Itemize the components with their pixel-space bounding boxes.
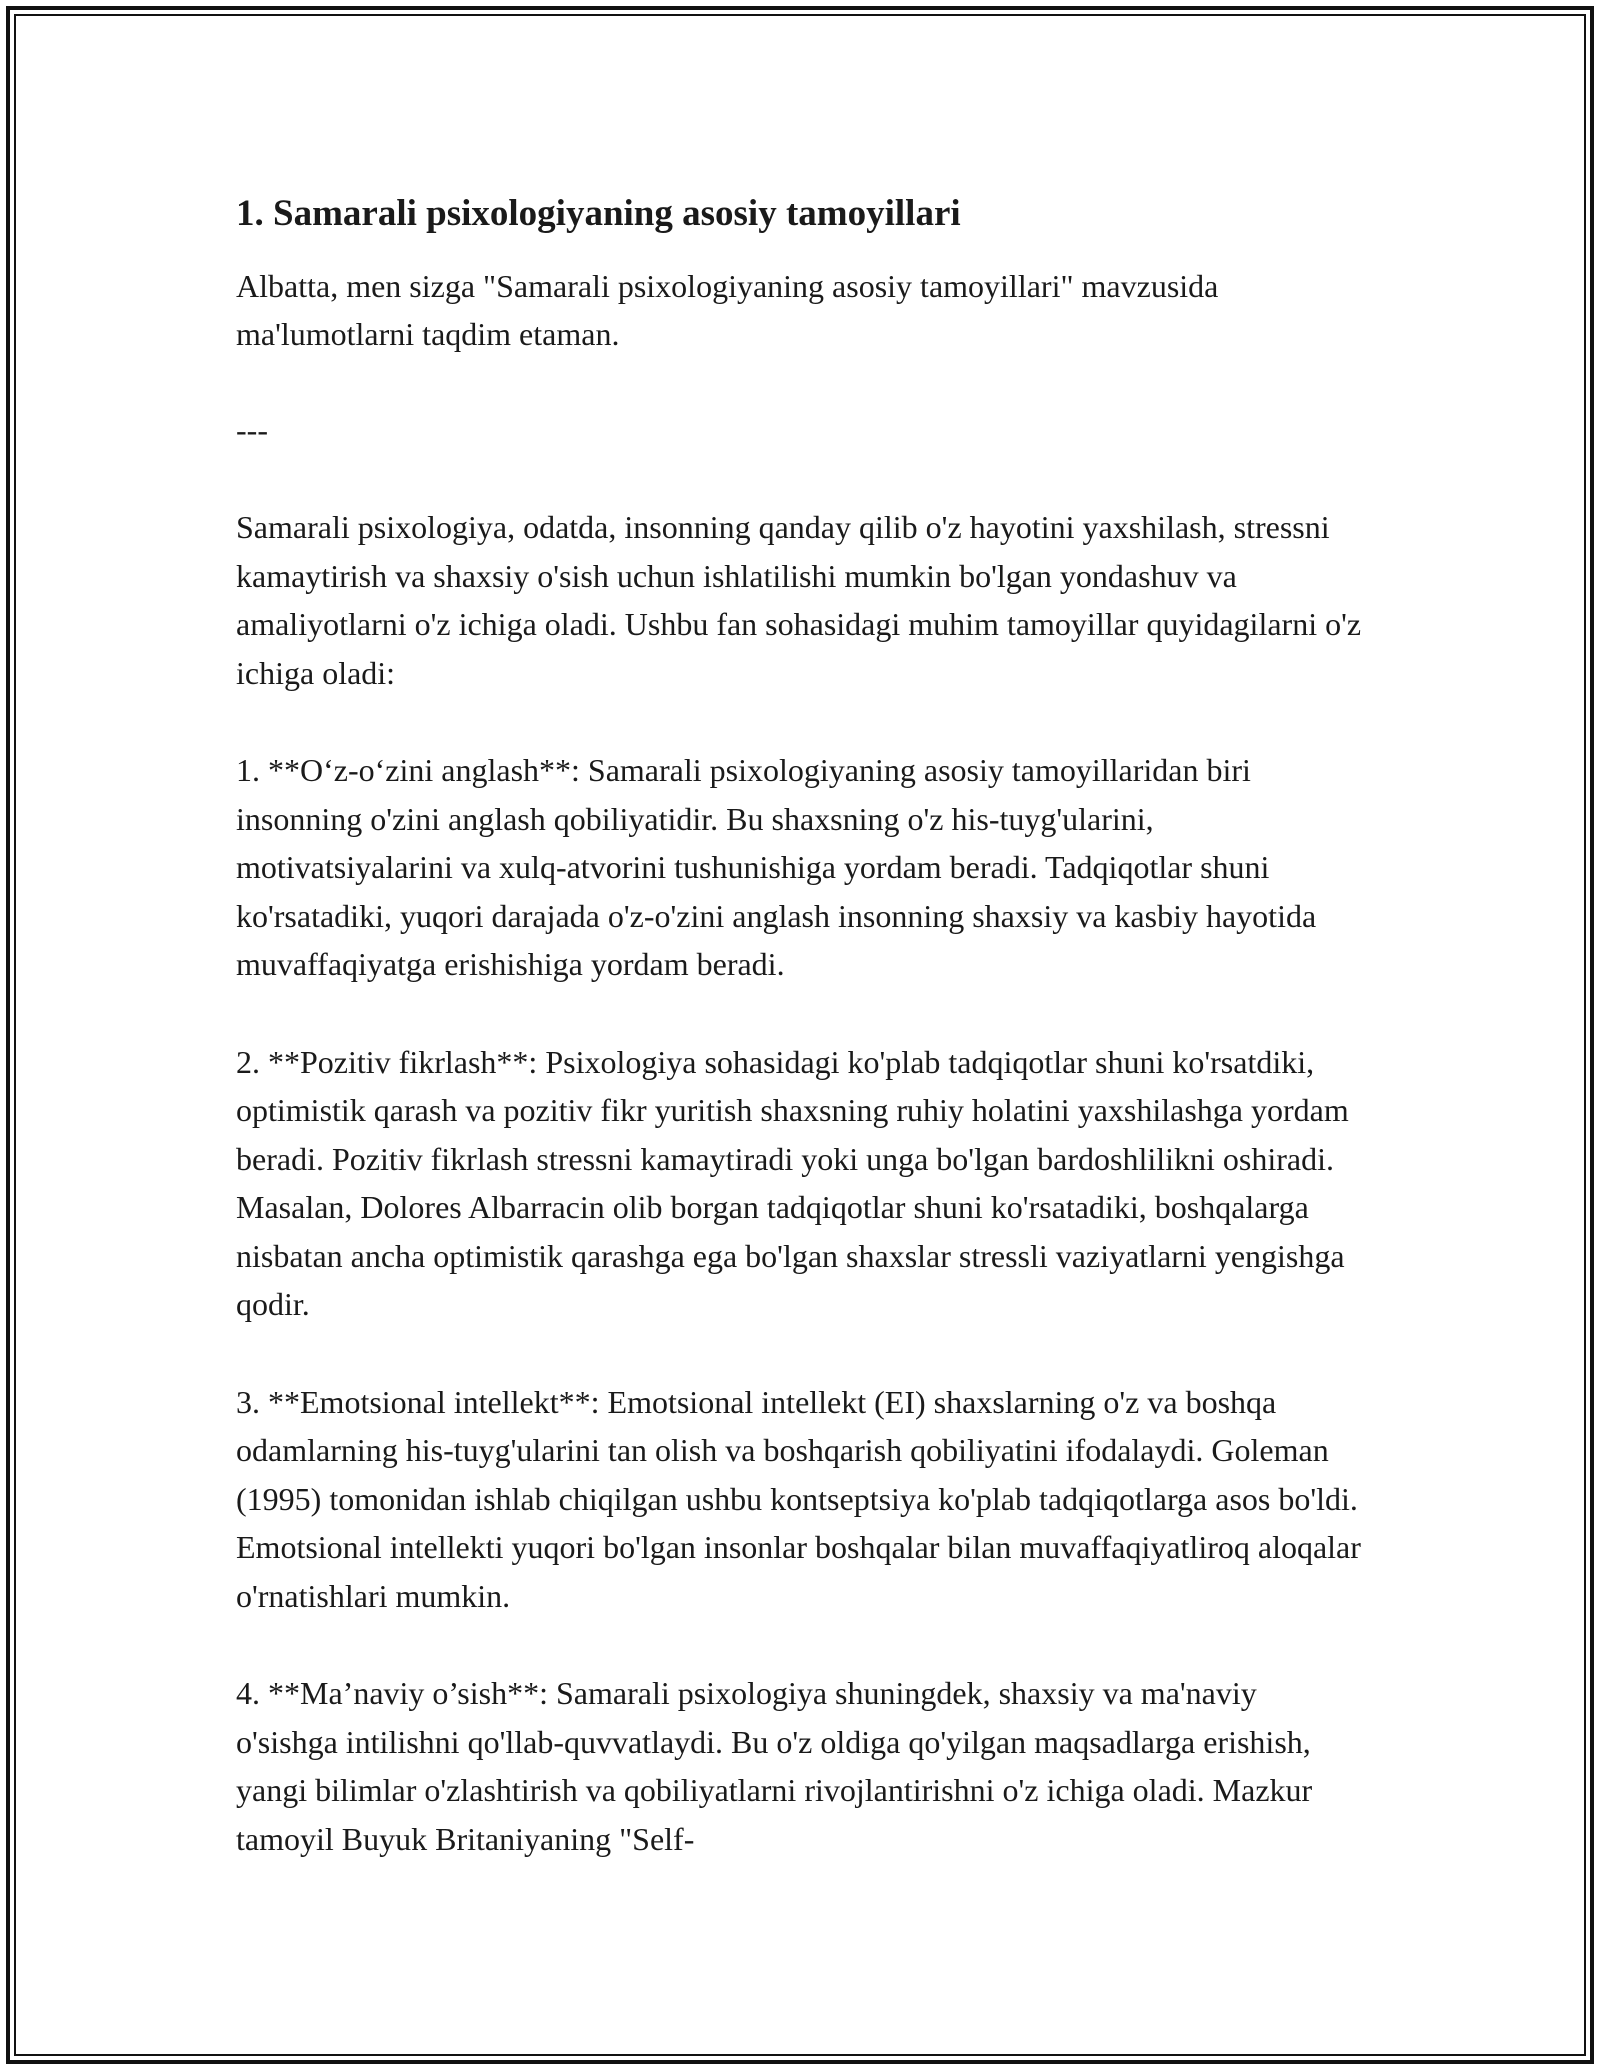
paragraph-positive-thinking: 2. **Pozitiv fikrlash**: Psixologiya sohasidagi ko'plab tadqiqotlar shuni ko'rsatdiki, optimistik qarash va pozitiv fikr yuritish shaxsning ruhiy holatini yaxshilashga yordam beradi. Pozitiv fikrlash stressni kamaytiradi yoki unga bo'lgan bardoshlilikni oshiradi. Masalan, Dolores Albarracin olib borgan tadqiqotlar shuni ko'rsatadiki, boshqalarga nisbatan ancha optimistik qarashga ega bo'lgan shaxslar stressli vaziyatlarni yengishga qodir. — [236, 1043, 1349, 1322]
paragraph-spiritual-growth: 4. **Ma’naviy o’sish**: Samarali psixologiya shuningdek, shaxsiy va ma'naviy o'sishga intilishni qo'llab-quvvatlaydi. Bu o'z oldiga qo'yilgan maqsadlarga erishish, yangi bilimlar o'zlashtirish va qobiliyatlarni rivojlantirishni o'z ichiga oladi. Mazkur tamoyil Buyuk Britaniyaning "Self- — [236, 1675, 1313, 1857]
intro-paragraph: Albatta, men sizga "Samarali psixologiyaning asosiy tamoyillari" mavzusida ma'lumotlarni taqdim etaman. — [236, 268, 1219, 352]
paragraph-overview: Samarali psixologiya, odatda, insonning qanday qilib o'z hayotini yaxshilash, stressni kamaytirish va shaxsiy o'sish uchun ishlatilishi mumkin bo'lgan yondashuv va amaliyotlarni o'z ichiga oladi. Ushbu fan sohasidagi muhim tamoyillar quyidagilarni o'z ichiga oladi: — [236, 509, 1362, 691]
paragraph-emotional-intelligence: 3. **Emotsional intellekt**: Emotsional intellekt (EI) shaxslarning o'z va boshqa odamlarning his-tuyg'ularini tan olish va boshqarish qobiliyatini ifodalaydi. Goleman (1995) tomonidan ishlab chiqilgan ushbu kontseptsiya ko'plab tadqiqotlarga asos bo'ldi. Emotsional intellekti yuqori bo'lgan insonlar boshqalar bilan muvaffaqiyatliroq aloqalar o'rnatishlari mumkin. — [236, 1383, 1361, 1614]
section-separator: --- — [236, 412, 268, 448]
paragraph-self-awareness: 1. **O‘z-o‘zini anglash**: Samarali psixologiyaning asosiy tamoyillaridan biri insonning o'zini anglash qobiliyatidir. Bu shaxsning o'z his-tuyg'ularini, motivatsiyalarini va xulq-atvorini tushunishiga yordam beradi. Tadqiqotlar shuni ko'rsatadiki, yuqori darajada o'z-o'zini anglash insonning shaxsiy va kasbiy hayotida muvaffaqiyatga erishishiga yordam beradi. — [236, 752, 1317, 982]
document-body — [236, 188, 1366, 1863]
document-title: 1. Samarali psixologiyaning asosiy tamoyillari — [236, 193, 961, 234]
